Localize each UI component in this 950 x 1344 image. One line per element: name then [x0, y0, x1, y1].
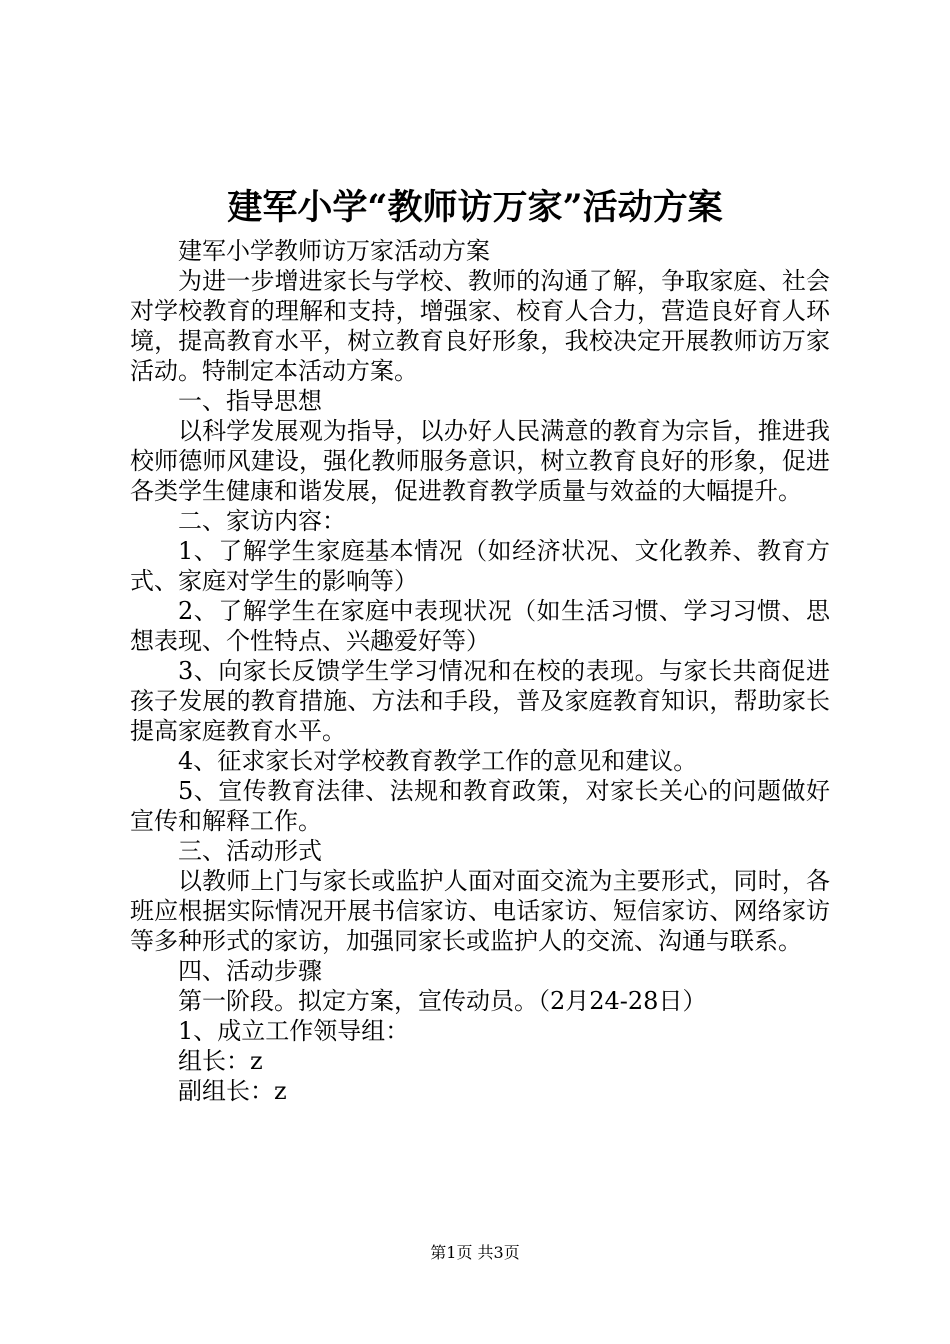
section-heading: 三、活动形式	[178, 837, 322, 865]
document-title: 建军小学“教师访万家”活动方案	[227, 187, 723, 228]
paragraph: 建军小学教师访万家活动方案	[178, 237, 490, 265]
paragraph: 以教师上门与家长或监护人面对面交流为主要形式，同时，各班应根据实际情况开展书信家访、电话家访、短信家访、网络家访等多种形式的家访，加强同家长或监护人的交流、沟通与联系。	[130, 867, 830, 955]
paragraph: 为进一步增进家长与学校、教师的沟通了解，争取家庭、社会对学校教育的理解和支持，增强家、校育人合力，营造良好育人环境，提高教育水平，树立教育良好形象，我校决定开展教师访万家活动。特制定本活动方案。	[130, 267, 830, 385]
paragraph: 组长：z	[178, 1047, 263, 1075]
document-body	[130, 236, 830, 1106]
list-item: 5、宣传教育法律、法规和教育政策，对家长关心的问题做好宣传和解释工作。	[130, 777, 830, 835]
paragraph: 以科学发展观为指导，以办好人民满意的教育为宗旨，推进我校师德师风建设，强化教师服务意识，树立教育良好的形象，促进各类学生健康和谐发展，促进教育教学质量与效益的大幅提升。	[130, 417, 830, 505]
page-footer: 第1页 共3页	[430, 1243, 520, 1262]
section-heading: 四、活动步骤	[178, 957, 322, 985]
list-item: 1、成立工作领导组：	[178, 1017, 410, 1045]
list-item: 1、了解学生家庭基本情况（如经济状况、文化教养、教育方式、家庭对学生的影响等）	[130, 537, 830, 595]
list-item: 2、了解学生在家庭中表现状况（如生活习惯、学习习惯、思想表现、个性特点、兴趣爱好等）	[130, 597, 830, 655]
paragraph: 副组长：z	[178, 1077, 287, 1105]
list-item: 4、征求家长对学校教育教学工作的意见和建议。	[178, 747, 698, 775]
list-item: 3、向家长反馈学生学习情况和在校的表现。与家长共商促进孩子发展的教育措施、方法和手段，普及家庭教育知识，帮助家长提高家庭教育水平。	[130, 657, 830, 745]
section-heading: 一、指导思想	[178, 387, 322, 415]
paragraph: 第一阶段。拟定方案，宣传动员。（2月24-28日）	[178, 987, 707, 1015]
section-heading: 二、家访内容：	[178, 507, 346, 535]
